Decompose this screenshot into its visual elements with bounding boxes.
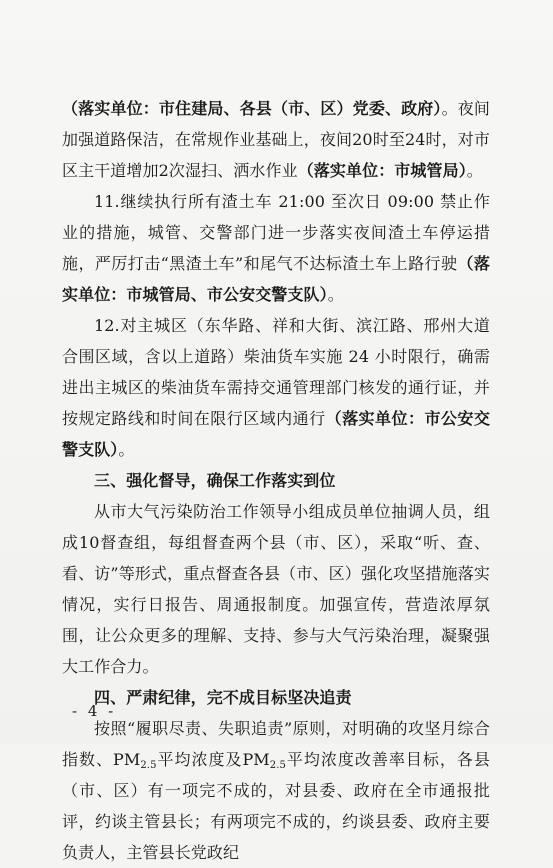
subscript: 2.5	[140, 760, 157, 771]
document-body	[62, 93, 490, 868]
paragraph-11	[62, 186, 490, 310]
paragraph-text: 平均浓度改善率目标，各县（市、区）有一项完不成的，对县委、政府在全市通报批评，约谈主管县长；有两项完不成的，约谈县委、政府主要负责人，主管县长党政纪	[62, 750, 490, 862]
paragraph-text: 按照“履职尽责、失职追责”原则，对明确的攻坚月综合指数、PM	[62, 719, 490, 769]
paragraph-text: 。	[327, 285, 344, 304]
responsible-unit: （落实单位：市城管局）	[297, 161, 467, 180]
responsible-unit: （落实单位：市公安交警支队）	[62, 409, 490, 459]
section-heading-3: 三、强化督导，确保工作落实到位	[94, 471, 336, 490]
paragraph-discipline	[62, 713, 490, 868]
paragraph-text: 。	[118, 440, 135, 459]
subscript: 2.5	[269, 760, 287, 771]
paragraph-12	[62, 310, 490, 465]
paragraph-text: 。	[466, 161, 483, 180]
responsible-unit: （落实单位：市城管局、市公安交警支队）	[62, 254, 490, 304]
paragraph-supervision: 从市大气污染防治工作领导小组成员单位抽调人员，组成10督查组，每组督查两个县（市、区），采取“听、查、看、访”等形式，重点督查各县（市、区）强化攻坚措施落实情况，实行日报告、周通报制度。加强宣传，营造浓厚氛围，让公众更多的理解、支持、参与大气污染治理，凝聚强大工作合力。	[62, 502, 490, 676]
paragraph-text: 平均浓度及PM	[156, 750, 270, 769]
paragraph-text: 12.对主城区（东华路、祥和大街、滨江路、邢州大道合围区域，含以上道路）柴油货车实施 24 小时限行，确需进出主城区的柴油货车需持交通管理部门核发的通行证，并按规定路线和时间在限行区域内通行	[62, 316, 490, 428]
paragraph-text: 11.继续执行所有渣土车 21:00 至次日 09:00 禁止作业的措施，城管、交警部门进一步落实夜间渣土车停运措施，严厉打击“黑渣土车”和尾气不达标渣土车上路行驶	[62, 192, 490, 273]
section-heading-4: 四、严肃纪律，完不成目标坚决追责	[94, 688, 352, 707]
responsible-unit: （落实单位：市住建局、各县（市、区）党委、政府）	[62, 99, 442, 118]
paragraph-text: 。夜间加强道路保洁，在常规作业基础上，夜间20时至24时，对市区主干道增加2次湿扫、洒水作业	[62, 99, 490, 180]
page-number: - 4 -	[72, 702, 117, 720]
paragraph-10-continuation	[62, 93, 490, 186]
